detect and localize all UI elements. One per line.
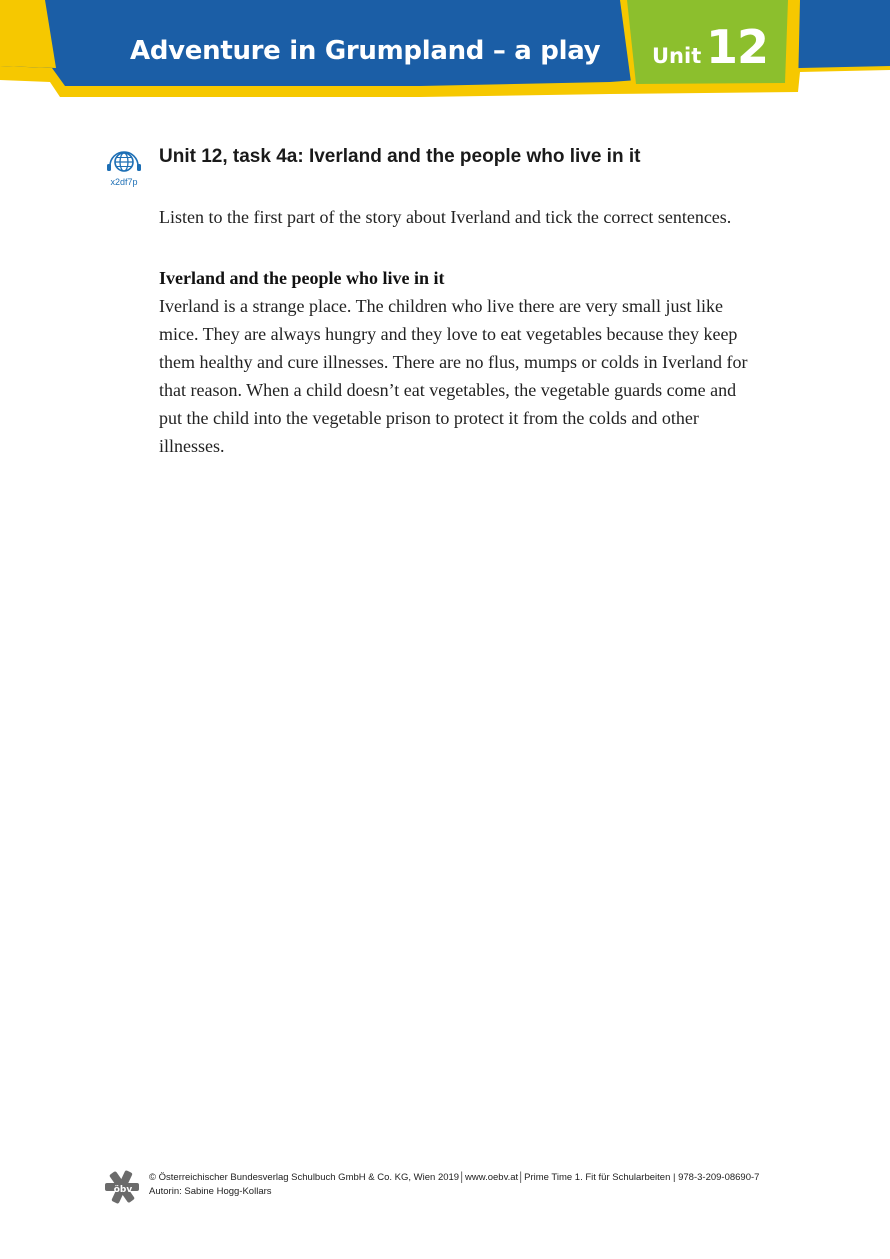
header-banner bbox=[0, 0, 890, 110]
task-heading: Unit 12, task 4a: Iverland and the people who live in it bbox=[159, 146, 641, 167]
oebv-logo bbox=[104, 1169, 140, 1205]
story-line: mice. They are always hungry and they love to eat vegetables because they keep bbox=[159, 324, 738, 344]
media-code: x2df7p bbox=[110, 177, 138, 187]
story-line: illnesses. bbox=[159, 436, 225, 456]
unit-label: Unit bbox=[652, 44, 702, 68]
story-line: put the child into the vegetable prison to protect it from the colds and other bbox=[159, 408, 699, 428]
banner-title: Adventure in Grumpland – a play bbox=[130, 36, 601, 66]
copyright-line: © Österreichischer Bundesverlag Schulbuch GmbH & Co. KG, Wien 2019│www.oebv.at│Prime Time 1. Fit für Schularbeiten | 978-3-209-08690-7 bbox=[149, 1172, 760, 1183]
task-instruction: Listen to the first part of the story about Iverland and tick the correct sentences. bbox=[159, 207, 732, 227]
footer-text bbox=[149, 1171, 759, 1199]
logo-text: öbv bbox=[113, 1185, 133, 1195]
author-line: Autorin: Sabine Hogg-Kollars bbox=[149, 1186, 272, 1197]
story-block bbox=[159, 264, 779, 460]
unit-number: 12 bbox=[706, 20, 769, 74]
story-line: them healthy and cure illnesses. There are no flus, mumps or colds in Iverland for bbox=[159, 352, 748, 372]
story-title: Iverland and the people who live in it bbox=[159, 268, 445, 288]
story-line: that reason. When a child doesn’t eat vegetables, the vegetable guards come and bbox=[159, 380, 737, 400]
story-line: Iverland is a strange place. The children who live there are very small just like bbox=[159, 296, 723, 316]
